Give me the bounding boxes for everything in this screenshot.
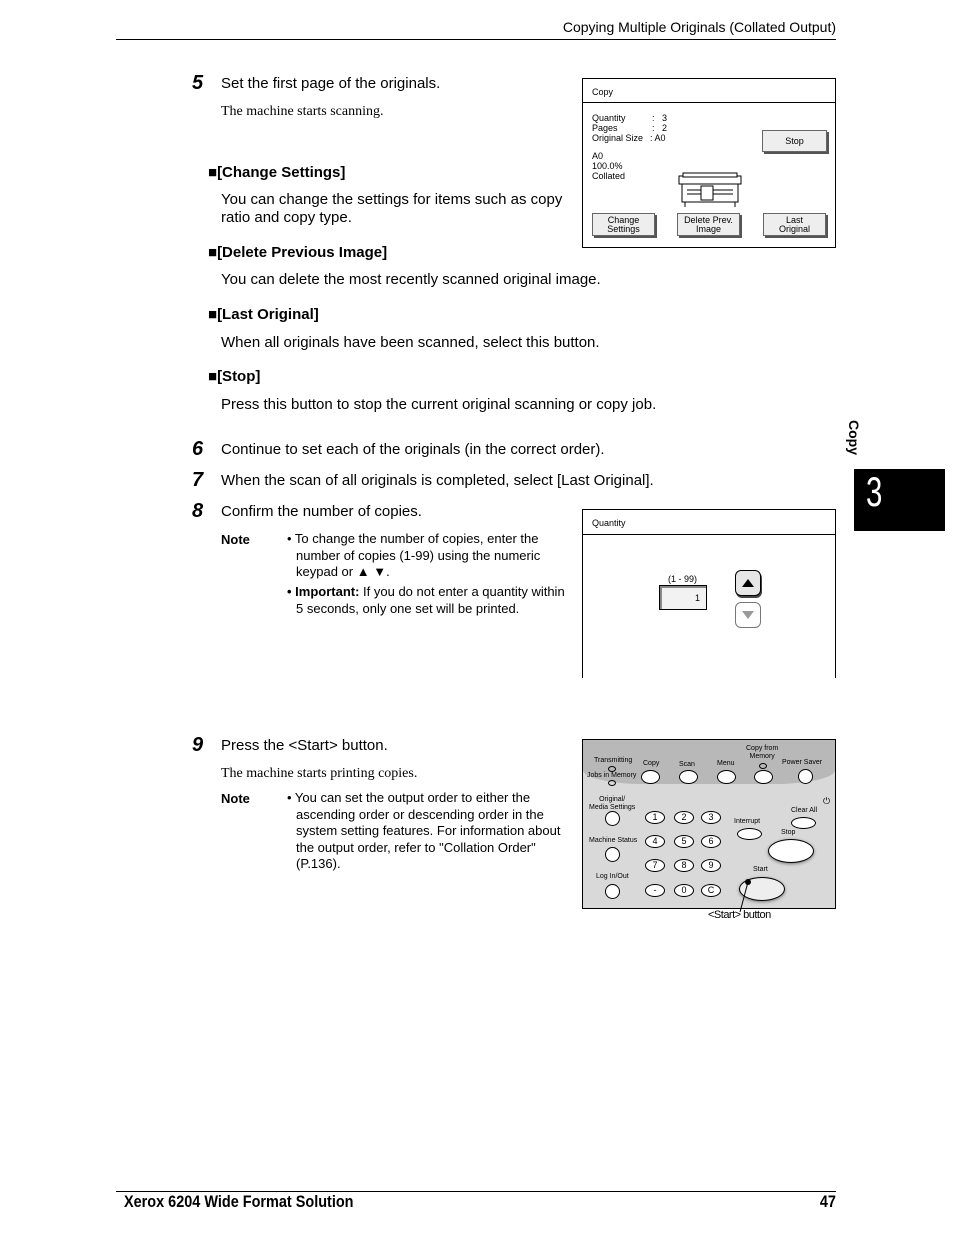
note-text: • To change the number of copies, enter the number of copies (1-99) using the numeric keypad or bbox=[287, 531, 541, 579]
bullet-stop-text: Press this button to stop the current original scanning or copy job. bbox=[221, 396, 657, 413]
note-important: • Important: bbox=[287, 584, 360, 599]
step-8-text: Confirm the number of copies. bbox=[221, 503, 422, 520]
bullet-change-settings-text: You can change the settings for items such as copy ratio and copy type. bbox=[221, 191, 563, 226]
jobs-indicator bbox=[608, 780, 616, 786]
bullet-head: [Delete Previous Image] bbox=[217, 244, 388, 261]
copy-status-block bbox=[592, 113, 667, 143]
down-arrow-icon bbox=[736, 603, 760, 627]
bullet-head: [Stop] bbox=[217, 368, 261, 385]
keypad-key[interactable]: 4 bbox=[645, 835, 665, 848]
up-arrow-icon bbox=[736, 571, 760, 595]
note-tail: . bbox=[386, 564, 390, 579]
quantity-range: (1 - 99) bbox=[668, 574, 698, 584]
copy-screen bbox=[582, 78, 836, 248]
jobs-in-memory-label: Jobs in Memory bbox=[587, 772, 637, 779]
down-arrow-icon: ▼ bbox=[373, 564, 387, 579]
running-header: Copying Multiple Originals (Collated Output) bbox=[562, 19, 836, 35]
step-5-number: 5 bbox=[192, 72, 204, 94]
step-7-text: When the scan of all originals is completed, select [Last Original]. bbox=[221, 472, 654, 489]
step-9-number: 9 bbox=[192, 734, 204, 756]
clear-all-key[interactable] bbox=[791, 817, 816, 829]
ratio: 100.0% bbox=[592, 161, 623, 171]
bullet-change-settings: ■[Change Settings] bbox=[208, 164, 346, 181]
machine-illustration-icon bbox=[677, 172, 743, 208]
note-label: Note bbox=[221, 532, 250, 547]
stop-button[interactable]: Stop bbox=[762, 130, 827, 152]
chapter-number: 3 bbox=[866, 468, 883, 515]
start-label: Start bbox=[753, 866, 768, 873]
copy-screen-title: Copy bbox=[592, 87, 614, 97]
quantity-input-value: 1 bbox=[694, 593, 700, 603]
note-step8-item2 bbox=[287, 584, 571, 617]
quantity-screen bbox=[582, 509, 836, 678]
quantity-label: Quantity bbox=[592, 113, 626, 123]
stop-label: Stop bbox=[781, 829, 796, 836]
copy-screen-titlebar bbox=[583, 79, 835, 103]
copy-from-memory-label: Copy from Memory bbox=[746, 745, 779, 760]
menu-label: Menu bbox=[717, 760, 735, 767]
keypad-key[interactable]: 6 bbox=[701, 835, 721, 848]
keypad-key[interactable]: - bbox=[645, 884, 665, 897]
note-step8-item1 bbox=[287, 531, 571, 581]
quantity-value: 3 bbox=[662, 113, 668, 123]
bullet-head: [Last Original] bbox=[217, 306, 319, 323]
chapter-label: Copy bbox=[846, 420, 862, 455]
control-panel bbox=[582, 739, 836, 909]
transmitting-label: Transmitting bbox=[594, 757, 633, 764]
power-icon: ⏻ bbox=[823, 796, 831, 806]
keypad-key[interactable]: 2 bbox=[674, 811, 694, 824]
quantity-screen-title: Quantity bbox=[592, 518, 626, 528]
step-7-number: 7 bbox=[192, 469, 204, 491]
step-8-number: 8 bbox=[192, 500, 204, 522]
increase-button[interactable] bbox=[735, 570, 761, 596]
pages-row: Pages : 2 bbox=[592, 123, 668, 133]
keypad-key[interactable]: 1 bbox=[645, 811, 665, 824]
stop-key[interactable] bbox=[768, 839, 814, 863]
step-9-text: Press the <Start> button. bbox=[221, 737, 388, 754]
log-in-out-label: Log In/Out bbox=[596, 873, 629, 880]
bullet-stop: ■[Stop] bbox=[208, 368, 261, 385]
step-9-sub: The machine starts printing copies. bbox=[221, 766, 418, 781]
size-label: Original Size bbox=[592, 133, 644, 143]
header-rule bbox=[116, 39, 836, 40]
size-row: Original Size : A0 bbox=[592, 133, 666, 143]
power-saver-label: Power Saver bbox=[782, 759, 823, 766]
paper-size: A0 bbox=[592, 151, 604, 161]
note-step9-item1: • You can set the output order to either the ascending order or descending order in the system setting features. For information about the output order, refer to "Collation Order" (P.136). bbox=[287, 790, 561, 871]
copy-from-memory-indicator bbox=[759, 763, 767, 769]
log-in-out-key[interactable] bbox=[605, 884, 620, 899]
copy-key[interactable] bbox=[641, 770, 660, 784]
keypad-key[interactable]: C bbox=[701, 884, 721, 897]
menu-key[interactable] bbox=[717, 770, 736, 784]
keypad-key[interactable]: 7 bbox=[645, 859, 665, 872]
keypad-key[interactable]: 0 bbox=[674, 884, 694, 897]
quantity-row: Quantity : 3 bbox=[592, 113, 668, 123]
interrupt-label: Interrupt bbox=[734, 818, 761, 825]
note-label: Note bbox=[221, 791, 250, 806]
machine-status-key[interactable] bbox=[605, 847, 620, 862]
quantity-input[interactable] bbox=[659, 585, 707, 610]
step-6-text: Continue to set each of the originals (in the correct order). bbox=[221, 441, 605, 458]
scan-label: Scan bbox=[679, 761, 695, 768]
start-button-caption: <Start> button bbox=[708, 909, 771, 921]
copy-settings-summary bbox=[592, 151, 625, 181]
output-mode: Collated bbox=[592, 171, 626, 181]
keypad-key[interactable]: 8 bbox=[674, 859, 694, 872]
bullet-delete-previous-text: You can delete the most recently scanned original image. bbox=[221, 271, 601, 288]
bullet-head: [Change Settings] bbox=[217, 164, 346, 181]
scan-key[interactable] bbox=[679, 770, 698, 784]
decrease-button[interactable] bbox=[735, 602, 761, 628]
up-arrow-icon: ▲ bbox=[356, 564, 370, 579]
pages-label: Pages bbox=[592, 123, 618, 133]
original-media-label: Original/ Media Settings bbox=[589, 796, 636, 811]
copy-from-memory-key[interactable] bbox=[754, 770, 773, 784]
bullet-last-original: ■[Last Original] bbox=[208, 306, 319, 323]
size-value: A0 bbox=[654, 133, 666, 143]
footer-title: Xerox 6204 Wide Format Solution bbox=[124, 1192, 354, 1211]
pages-value: 2 bbox=[662, 123, 668, 133]
power-saver-key[interactable] bbox=[798, 769, 813, 784]
copy-label: Copy bbox=[643, 760, 660, 767]
step-6-number: 6 bbox=[192, 438, 204, 460]
keypad-key[interactable]: 9 bbox=[701, 859, 721, 872]
step-5-text: Set the first page of the originals. bbox=[221, 75, 441, 92]
interrupt-key[interactable] bbox=[737, 828, 762, 840]
delete-prev-image-button[interactable]: Delete Prev. Image bbox=[677, 213, 740, 236]
last-original-button[interactable]: Last Original bbox=[763, 213, 826, 236]
bullet-delete-previous: ■[Delete Previous Image] bbox=[208, 244, 388, 261]
keypad-key[interactable]: 5 bbox=[674, 835, 694, 848]
note-text: If you do not enter a quantity within 5 seconds, only one set will be printed. bbox=[296, 584, 565, 616]
original-media-key[interactable] bbox=[605, 811, 620, 826]
bullet-last-original-text: When all originals have been scanned, select this button. bbox=[221, 334, 600, 351]
page-number: 47 bbox=[819, 1192, 836, 1211]
machine-status-label: Machine Status bbox=[589, 837, 638, 844]
clear-all-label: Clear All bbox=[791, 807, 818, 814]
change-settings-button[interactable]: Change Settings bbox=[592, 213, 655, 236]
step-5-sub: The machine starts scanning. bbox=[221, 104, 384, 119]
keypad-key[interactable]: 3 bbox=[701, 811, 721, 824]
